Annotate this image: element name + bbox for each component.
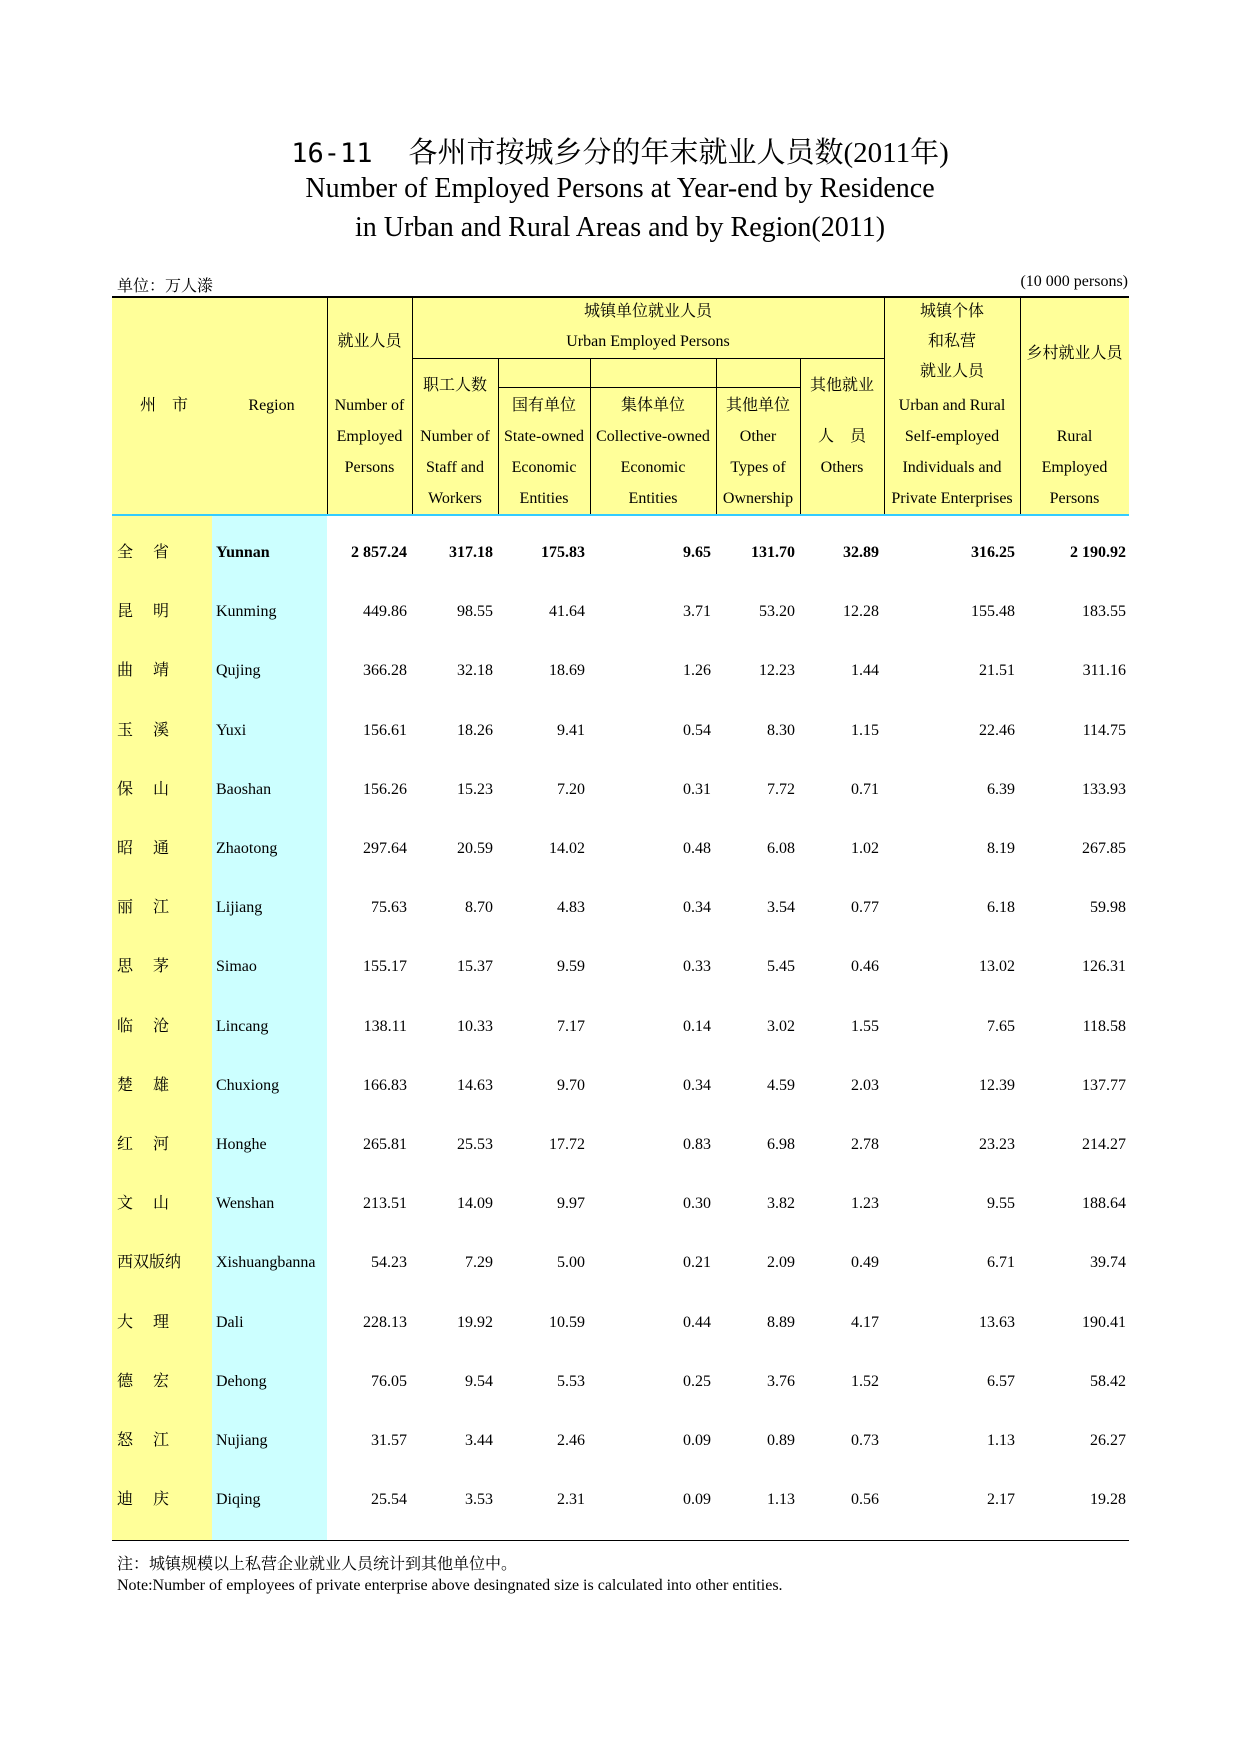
region-en: Zhaotong [216,840,278,857]
cell-value: 1.02 [851,840,879,857]
cell-value: 0.54 [683,721,711,739]
cell-value: 0.89 [767,1432,795,1449]
cell-value: 3.02 [767,1017,795,1035]
cell-value: 5.45 [767,958,795,976]
cell-value: 4.59 [767,1076,795,1094]
cell-value: 2.31 [557,1491,585,1509]
region-en: Kunming [216,603,277,621]
state-cn: 国有单位 [511,397,576,414]
cell-value: 0.09 [683,1432,711,1449]
unit-cn: 单位：万人漛 [117,278,214,295]
cell-value: 9.41 [557,721,585,739]
cell-value: 0.31 [683,780,711,798]
cell-value: 10.33 [457,1017,493,1035]
region-cn: 思茅 [117,958,190,976]
region-cn: 怒江 [117,1432,190,1449]
unit-en: (10 000 persons) [1020,273,1128,290]
cell-value: 175.83 [541,544,585,561]
state-en: Economic [511,459,577,476]
staff-en: Workers [428,490,482,507]
cell-value: 366.28 [363,662,407,680]
title-en-line2: in Urban and Rural Areas and by Region(2011) [354,212,886,243]
self-en: Private Enterprises [891,490,1013,507]
region-cn: 全省 [117,544,190,561]
region-en: Nujiang [216,1432,268,1449]
cell-value: 155.48 [971,603,1015,621]
table-row [112,1411,1129,1470]
cell-value: 5.00 [557,1254,585,1272]
cell-value: 449.86 [363,603,407,621]
cell-value: 14.09 [457,1195,493,1213]
table-row [112,1293,1129,1352]
table-row [112,1115,1129,1174]
cell-value: 25.53 [457,1136,493,1153]
cell-value: 41.64 [549,603,585,621]
cell-value: 228.13 [363,1313,407,1331]
table-row [112,582,1129,641]
state-en: Entities [519,490,569,507]
cell-value: 7.29 [465,1254,493,1272]
cell-value: 3.76 [767,1372,795,1390]
cell-value: 0.73 [851,1432,879,1449]
region-en: Xishuangbanna [216,1254,316,1272]
table-row [112,937,1129,996]
cell-value: 9.65 [683,544,711,561]
region-en: Dehong [216,1372,267,1390]
cell-value: 0.30 [683,1195,711,1213]
region-cn: 大理 [117,1313,190,1331]
table-row [112,760,1129,819]
cell-value: 7.17 [557,1017,585,1035]
other-types-cn: 其他单位 [725,397,790,414]
cell-value: 8.70 [465,899,493,917]
table-row [112,878,1129,937]
region-cn: 曲靖 [117,662,190,680]
cell-value: 155.17 [363,958,407,976]
region-cn: 玉溪 [117,721,190,739]
cell-value: 6.57 [987,1372,1015,1390]
cell-value: 0.77 [851,899,879,917]
region-en-label: Region [248,397,295,414]
other-types-en: Ownership [722,490,794,507]
region-en: Simao [216,958,257,976]
cell-value: 6.71 [987,1254,1015,1272]
cell-value: 138.11 [363,1017,407,1035]
cell-value: 15.37 [457,958,493,976]
self-cn: 城镇个体 [919,303,984,320]
cell-value: 1.13 [987,1432,1015,1449]
cell-value: 1.15 [851,721,879,739]
cell-value: 3.82 [767,1195,795,1213]
cell-value: 7.20 [557,780,585,798]
cell-value: 8.30 [767,721,795,739]
region-en: Chuxiong [216,1076,280,1094]
table-body [112,296,1129,1541]
staff-en: Staff and [426,459,484,476]
cell-value: 9.54 [465,1372,493,1390]
cell-value: 2.17 [987,1491,1015,1509]
cell-value: 114.75 [1082,721,1126,739]
collective-en: Entities [628,490,678,507]
cell-value: 317.18 [449,544,493,561]
table-row [112,1233,1129,1292]
cell-value: 53.20 [759,603,795,621]
cell-value: 297.64 [363,840,407,857]
region-cn: 丽江 [117,899,190,917]
cell-value: 39.74 [1090,1254,1126,1272]
cell-value: 183.55 [1082,603,1126,621]
table-number: 16-11 [291,138,373,169]
rural-cn: 乡村就业人员 [1026,345,1123,362]
cell-value: 9.55 [987,1195,1015,1213]
note-cn: 注：城镇规模以上私营企业就业人员统计到其他单位中。 [117,1556,518,1573]
cell-value: 2.09 [767,1254,795,1272]
self-en: Self-employed [904,428,1000,445]
cell-value: 0.14 [683,1017,711,1035]
region-cn: 德宏 [117,1372,190,1390]
staff-cn: 职工人数 [422,377,487,394]
self-cn: 就业人员 [919,363,984,380]
cell-value: 12.28 [843,603,879,621]
cell-value: 98.55 [457,603,493,621]
self-en: Individuals and [902,459,1002,476]
collective-en: Economic [620,459,686,476]
cell-value: 137.77 [1082,1076,1126,1094]
cell-value: 23.23 [979,1136,1015,1153]
cell-value: 311.16 [1082,662,1126,680]
cell-value: 6.39 [987,780,1015,798]
cell-value: 7.72 [767,780,795,798]
table-row [112,1470,1129,1529]
employed-en: Number of [334,397,405,414]
region-en: Dali [216,1313,244,1331]
region-cn: 西双版纳 [117,1254,182,1272]
cell-value: 12.39 [979,1076,1015,1094]
cell-value: 21.51 [979,662,1015,680]
cell-value: 133.93 [1082,780,1126,798]
cell-value: 214.27 [1082,1136,1126,1153]
cell-value: 213.51 [363,1195,407,1213]
cell-value: 9.70 [557,1076,585,1094]
cell-value: 8.19 [987,840,1015,857]
rural-en: Rural [1056,428,1093,445]
region-cn: 楚雄 [117,1076,190,1094]
cell-value: 58.42 [1090,1372,1126,1390]
cell-value: 188.64 [1082,1195,1126,1213]
cell-value: 5.53 [557,1372,585,1390]
cell-value: 6.98 [767,1136,795,1153]
others-en: Others [820,459,864,476]
cell-value: 190.41 [1082,1313,1126,1331]
table-row [112,1056,1129,1115]
cell-value: 10.59 [549,1313,585,1331]
urban-en: Urban Employed Persons [566,333,730,350]
region-en: Diqing [216,1491,261,1509]
collective-cn: 集体单位 [620,397,685,414]
table-row [112,523,1129,582]
cell-value: 0.49 [851,1254,879,1272]
cell-value: 32.18 [457,662,493,680]
cell-value: 265.81 [363,1136,407,1153]
region-en: Yuxi [216,721,247,739]
cell-value: 13.02 [979,958,1015,976]
cell-value: 3.71 [683,603,711,621]
region-cn: 临沧 [117,1017,190,1035]
cell-value: 0.44 [683,1313,711,1331]
cell-value: 131.70 [751,544,795,561]
cell-value: 0.46 [851,958,879,976]
region-cn: 文山 [117,1195,190,1213]
cell-value: 25.54 [371,1491,407,1509]
cell-value: 156.26 [363,780,407,798]
cell-value: 0.56 [851,1491,879,1509]
table-row [112,701,1129,760]
region-cn: 昭通 [117,840,190,857]
cell-value: 18.26 [457,721,493,739]
region-en: Honghe [216,1136,267,1153]
note-en: Note:Number of employees of private enterprise above desingnated size is calculated into other entities. [117,1577,783,1594]
cell-value: 19.28 [1090,1491,1126,1509]
bottom-rule [112,1540,1129,1541]
cell-value: 2.78 [851,1136,879,1153]
region-en: Qujing [216,662,261,680]
cell-value: 75.63 [371,899,407,917]
cell-value: 0.33 [683,958,711,976]
cell-value: 59.98 [1090,899,1126,917]
cell-value: 9.59 [557,958,585,976]
title-en-line1: Number of Employed Persons at Year-end by Residence [305,173,935,204]
cell-value: 0.71 [851,780,879,798]
cell-value: 0.21 [683,1254,711,1272]
cell-value: 1.23 [851,1195,879,1213]
cell-value: 15.23 [457,780,493,798]
table-row [112,997,1129,1056]
urban-cn: 城镇单位就业人员 [583,303,712,320]
cell-value: 1.26 [683,662,711,680]
cell-value: 1.52 [851,1372,879,1390]
cell-value: 19.92 [457,1313,493,1331]
cell-value: 9.97 [557,1195,585,1213]
cell-value: 4.17 [851,1313,879,1331]
table-row [112,1174,1129,1233]
cell-value: 4.83 [557,899,585,917]
cell-value: 0.09 [683,1491,711,1509]
cell-value: 18.69 [549,662,585,680]
other-types-en: Other [739,428,777,445]
self-en: Urban and Rural [898,397,1006,414]
region-en: Wenshan [216,1195,275,1213]
cell-value: 2 857.24 [351,544,407,561]
page-title [0,130,1240,171]
cell-value: 1.44 [851,662,879,680]
cell-value: 14.02 [549,840,585,857]
region-en: Baoshan [216,780,272,798]
cell-value: 1.55 [851,1017,879,1035]
collective-en: Collective-owned [596,428,710,445]
region-cn: 保山 [117,780,190,798]
cell-value: 3.54 [767,899,795,917]
cell-value: 0.25 [683,1372,711,1390]
cell-value: 2 190.92 [1070,544,1126,561]
cell-value: 6.08 [767,840,795,857]
cell-value: 0.48 [683,840,711,857]
cell-value: 20.59 [457,840,493,857]
cell-value: 54.23 [371,1254,407,1272]
others-cn: 人 员 [817,428,866,445]
region-cn: 昆明 [117,603,190,621]
cell-value: 316.25 [971,544,1015,561]
other-types-en: Types of [730,459,786,476]
region-cn: 红河 [117,1136,190,1153]
state-en: State-owned [504,428,584,445]
employed-en: Persons [344,459,395,476]
region-cn-label: 州 市 [139,397,188,414]
cell-value: 14.63 [457,1076,493,1094]
cell-value: 0.83 [683,1136,711,1153]
cell-value: 118.58 [1082,1017,1126,1035]
cell-value: 1.13 [767,1491,795,1509]
cell-value: 0.34 [683,1076,711,1094]
region-cn: 迪庆 [117,1491,190,1509]
self-cn: 和私营 [927,333,976,350]
cell-value: 76.05 [371,1372,407,1390]
others-cn: 其他就业 [809,377,874,394]
cell-value: 32.89 [843,544,879,561]
cell-value: 17.72 [549,1136,585,1153]
cell-value: 156.61 [363,721,407,739]
region-en: Lincang [216,1017,269,1035]
cell-value: 2.03 [851,1076,879,1094]
table-row [112,819,1129,878]
data-table [112,296,1129,1541]
cell-value: 22.46 [979,721,1015,739]
cell-value: 26.27 [1090,1432,1126,1449]
cell-value: 13.63 [979,1313,1015,1331]
cell-value: 7.65 [987,1017,1015,1035]
region-en: Yunnan [216,544,270,561]
table-row [112,1352,1129,1411]
cell-value: 2.46 [557,1432,585,1449]
region-en: Lijiang [216,899,263,917]
cell-value: 3.53 [465,1491,493,1509]
cell-value: 6.18 [987,899,1015,917]
employed-en: Employed [336,428,403,445]
cell-value: 31.57 [371,1432,407,1449]
cell-value: 8.89 [767,1313,795,1331]
cell-value: 267.85 [1082,840,1126,857]
table-row [112,641,1129,700]
cell-value: 166.83 [363,1076,407,1094]
employed-cn: 就业人员 [337,333,402,350]
cell-value: 126.31 [1082,958,1126,976]
cell-value: 3.44 [465,1432,493,1449]
rural-en: Persons [1049,490,1100,507]
cell-value: 0.34 [683,899,711,917]
title-cn: 各州市按城乡分的年末就业人员数(2011年) [408,137,949,169]
rural-en: Employed [1041,459,1108,476]
cell-value: 12.23 [759,662,795,680]
staff-en: Number of [420,428,490,445]
